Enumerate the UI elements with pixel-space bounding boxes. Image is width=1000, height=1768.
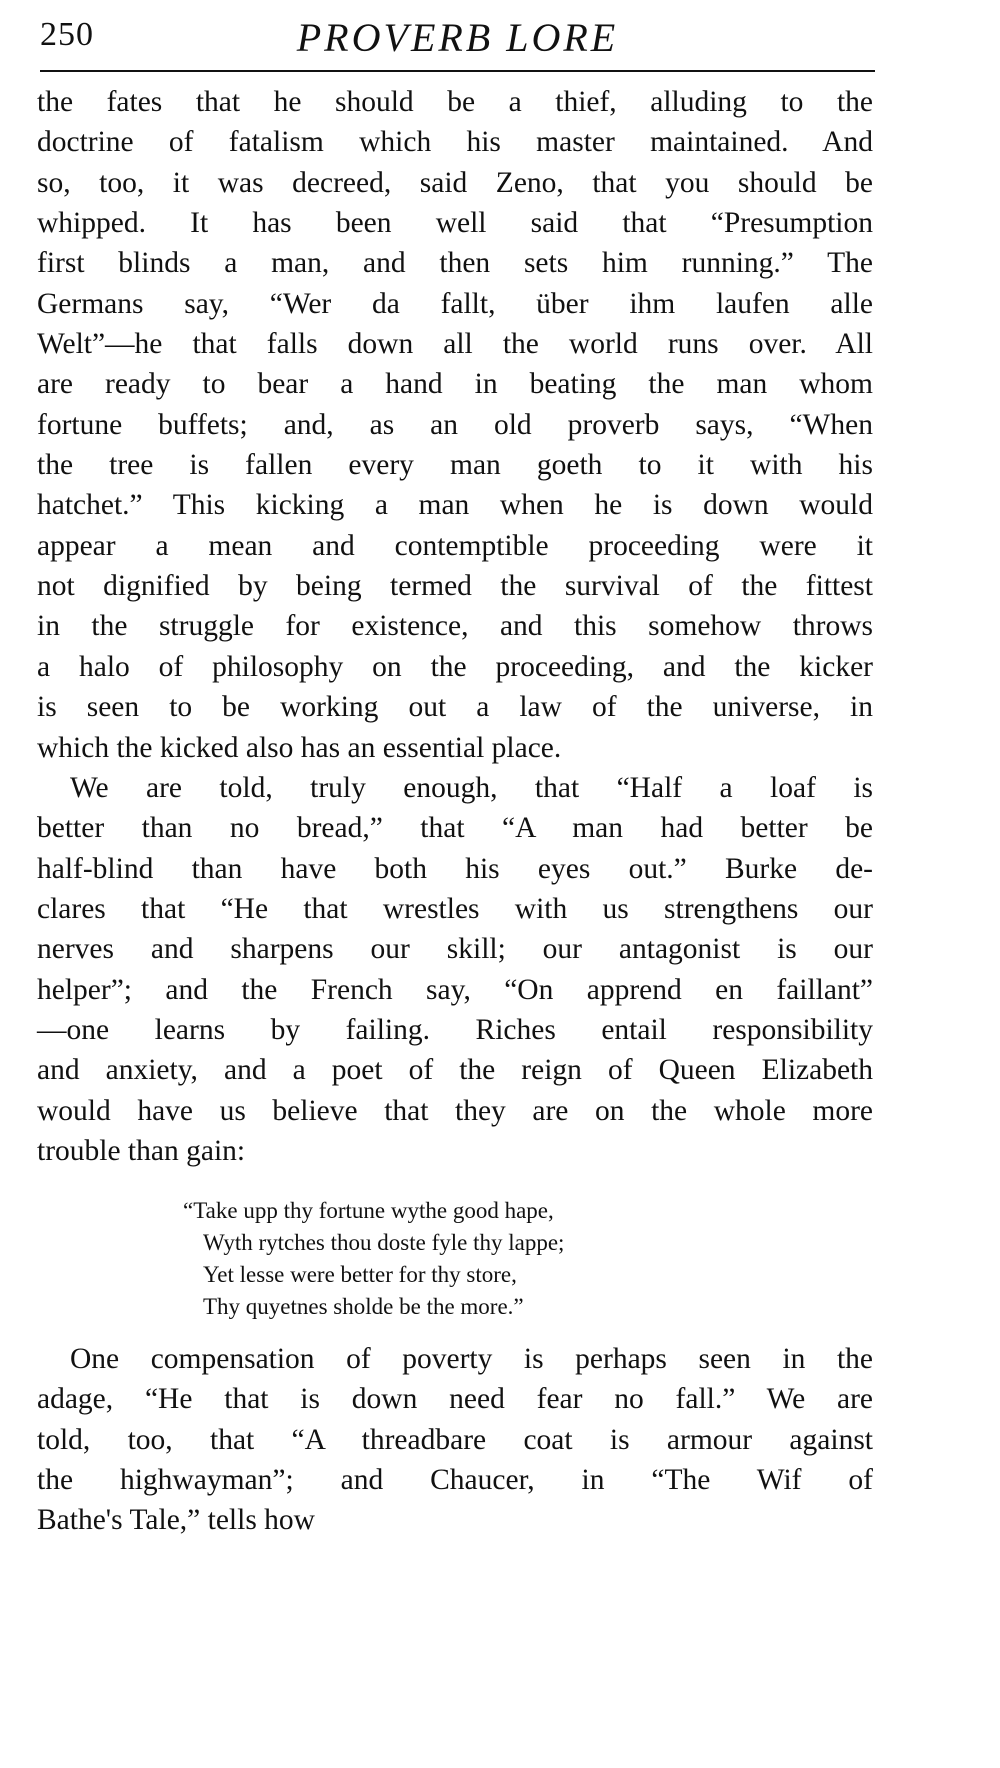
text-line: fortune buffets; and, as an old proverb says, “When (37, 408, 873, 441)
verse-quotation (183, 1195, 743, 1323)
text-line: which the kicked also has an essential place. (37, 731, 562, 764)
header-rule (40, 70, 875, 72)
text-line: trouble than gain: (37, 1134, 246, 1167)
text-line: the highwayman”; and Chaucer, in “The Wif of (37, 1464, 873, 1497)
text-line: Germans say, “Wer da fallt, über ihm laufen alle (37, 287, 873, 320)
text-line: nerves and sharpens our skill; our antagonist is our (37, 933, 873, 966)
text-line: not dignified by being termed the survival of the fittest (37, 570, 873, 603)
verse-line: “Take upp thy fortune wythe good hape, (183, 1198, 554, 1223)
text-line: half-blind than have both his eyes out.” Burke de- (37, 852, 873, 885)
page-number: 250 (40, 16, 94, 53)
text-line: in the struggle for existence, and this somehow throws (37, 610, 873, 643)
text-line: told, too, that “A threadbare coat is armour against (37, 1423, 873, 1456)
text-line: doctrine of fatalism which his master maintained. And (37, 126, 873, 159)
text-line: adage, “He that is down need fear no fall.” We are (37, 1383, 873, 1416)
verse-line: Yet lesse were better for thy store, (203, 1262, 517, 1287)
body-text-lower (37, 1339, 873, 1541)
text-line: helper”; and the French say, “On apprend en faillant” (37, 973, 873, 1006)
text-line: first blinds a man, and then sets him running.” The (37, 247, 873, 280)
text-line: is seen to be working out a law of the universe, in (37, 691, 873, 724)
text-line: clares that “He that wrestles with us strengthens our (37, 892, 873, 925)
text-line: a halo of philosophy on the proceeding, and the kicker (37, 650, 873, 683)
text-line: whipped. It has been well said that “Presumption (37, 207, 873, 240)
paragraph-1 (37, 82, 873, 768)
verse-line: Wyth rytches thou doste fyle thy lappe; (203, 1230, 565, 1255)
text-line: —one learns by failing. Riches entail responsibility (37, 1013, 873, 1046)
verse-line: Thy quyetnes sholde be the more.” (203, 1294, 524, 1319)
text-line: the fates that he should be a thief, alluding to the (37, 86, 873, 118)
text-line: better than no bread,” that “A man had better be (37, 812, 873, 845)
running-head (40, 10, 875, 70)
paragraph-3 (37, 1339, 873, 1541)
running-title: PROVERB LORE (296, 15, 619, 60)
text-line: One compensation of poverty is perhaps seen in the (70, 1343, 873, 1375)
text-line: so, too, it was decreed, said Zeno, that you should be (37, 166, 873, 199)
text-line: Welt”—he that falls down all the world runs over. All (37, 328, 873, 361)
text-line: Bathe's Tale,” tells how (37, 1504, 315, 1537)
text-line: We are told, truly enough, that “Half a loaf is (70, 771, 873, 804)
text-line: hatchet.” This kicking a man when he is down would (37, 489, 873, 522)
text-line: the tree is fallen every man goeth to it with his (37, 449, 873, 482)
body-text-upper (37, 82, 873, 1171)
text-line: would have us believe that they are on the whole more (37, 1094, 873, 1127)
text-line: are ready to bear a hand in beating the man whom (37, 368, 873, 401)
text-line: appear a mean and contemptible proceeding were it (37, 529, 873, 562)
text-line: and anxiety, and a poet of the reign of Queen Elizabeth (37, 1054, 873, 1087)
paragraph-2 (37, 768, 873, 1171)
